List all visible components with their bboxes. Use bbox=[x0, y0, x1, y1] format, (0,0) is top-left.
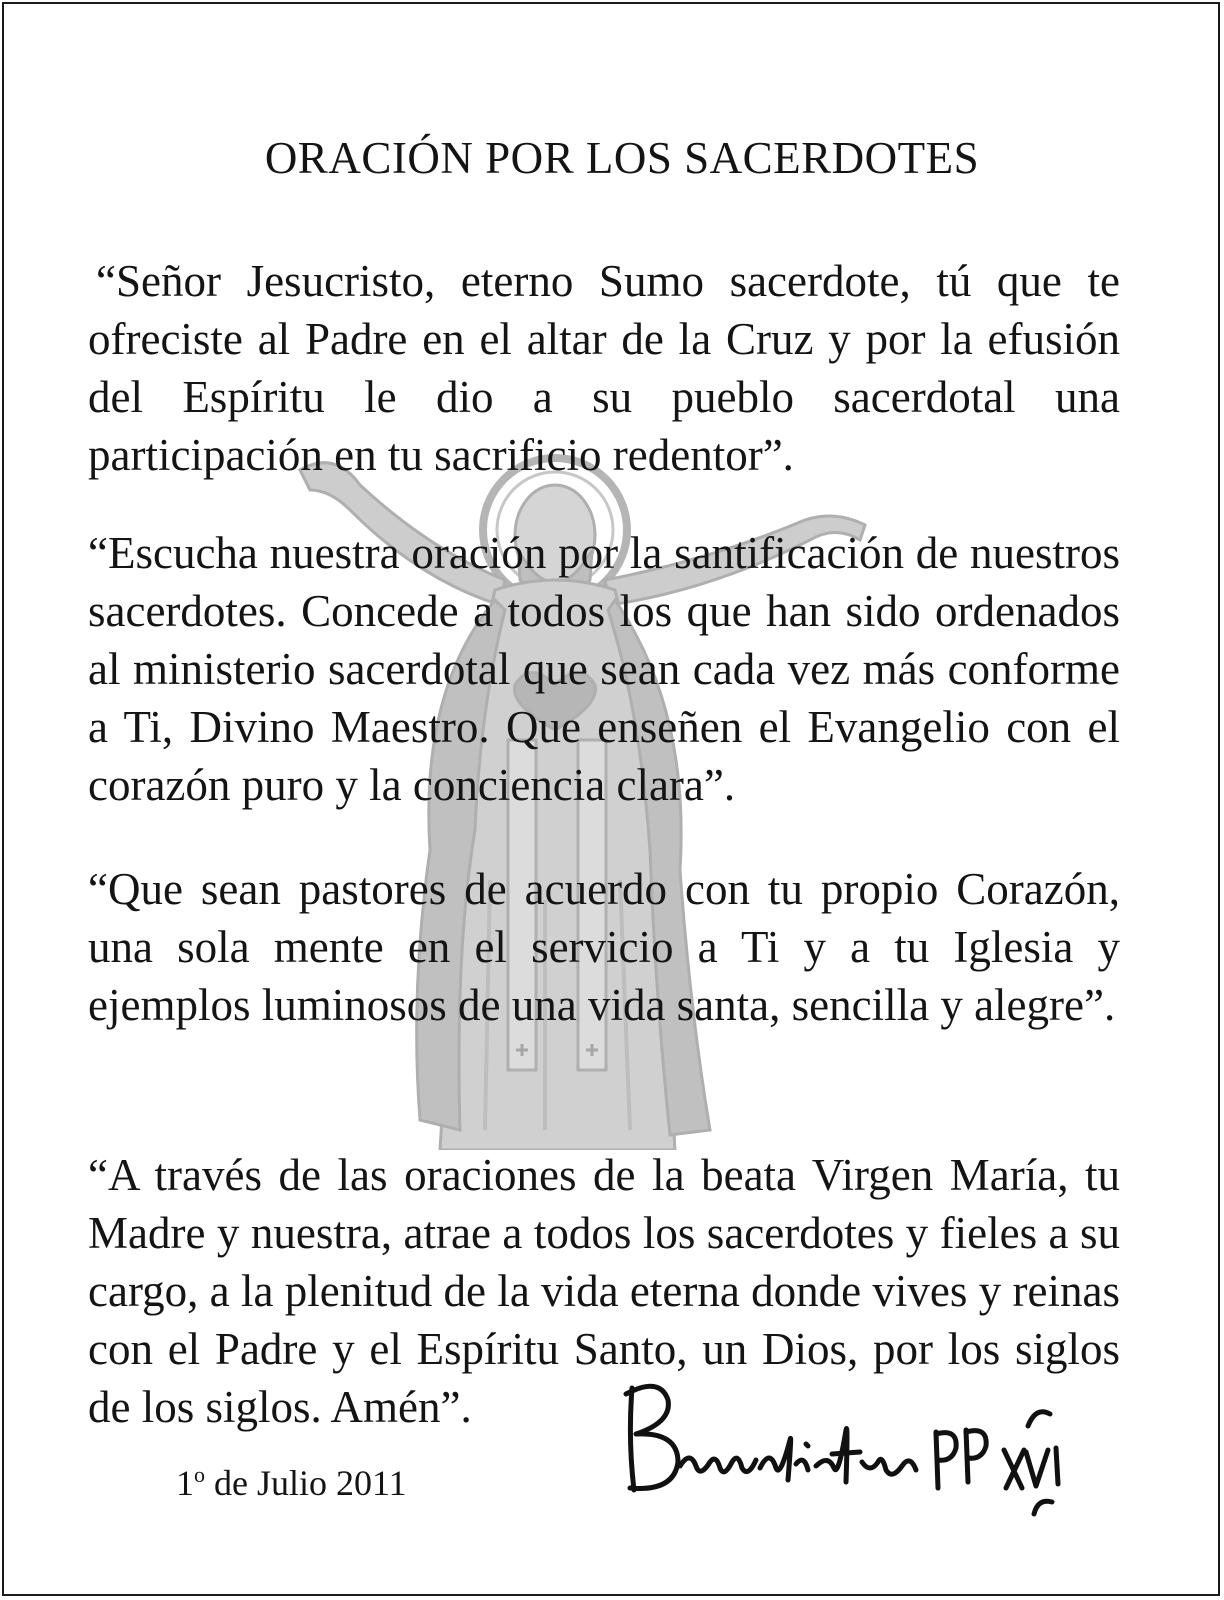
prayer-paragraph: “Señor Jesucristo, eterno Sumo sacerdote, tú que te ofreciste al Padre en el altar de la Cruz y por la efusión del Espíritu le dio a su pueblo sacerdotal una participación en tu sacrificio redentor”. bbox=[88, 256, 1120, 480]
prayer-paragraph: “A través de las oraciones de la beata Virgen María, tu Madre y nuestra, atrae a todos los sacerdotes y fieles a su cargo, a la plenitud de la vida eterna donde vives y reinas con el Padre y el Espíritu Santo, un Dios, por los siglos de los siglos. Amén”. bbox=[88, 1150, 1120, 1432]
date-ordinal: o bbox=[194, 1462, 205, 1487]
handwritten-signature bbox=[620, 1370, 1070, 1520]
date-rest: de Julio 2011 bbox=[205, 1463, 407, 1503]
prayer-paragraph: “Que sean pastores de acuerdo con tu propio Corazón, una sola mente en el servicio a Ti y a tu Iglesia y ejemplos luminosos de una vida santa, sencilla y alegre”. bbox=[88, 864, 1120, 1030]
date-day: 1 bbox=[176, 1463, 194, 1503]
date-line bbox=[176, 1462, 407, 1504]
page-title: ORACIÓN POR LOS SACERDOTES bbox=[264, 133, 980, 183]
prayer-paragraph: “Escucha nuestra oración por la santificación de nuestros sacerdotes. Concede a todos los que han sido ordenados al ministerio sacerdotal que sean cada vez más conforme a Ti, Divino Maestro. Que enseñen el Evangelio con el corazón puro y la conciencia clara”. bbox=[88, 528, 1120, 810]
